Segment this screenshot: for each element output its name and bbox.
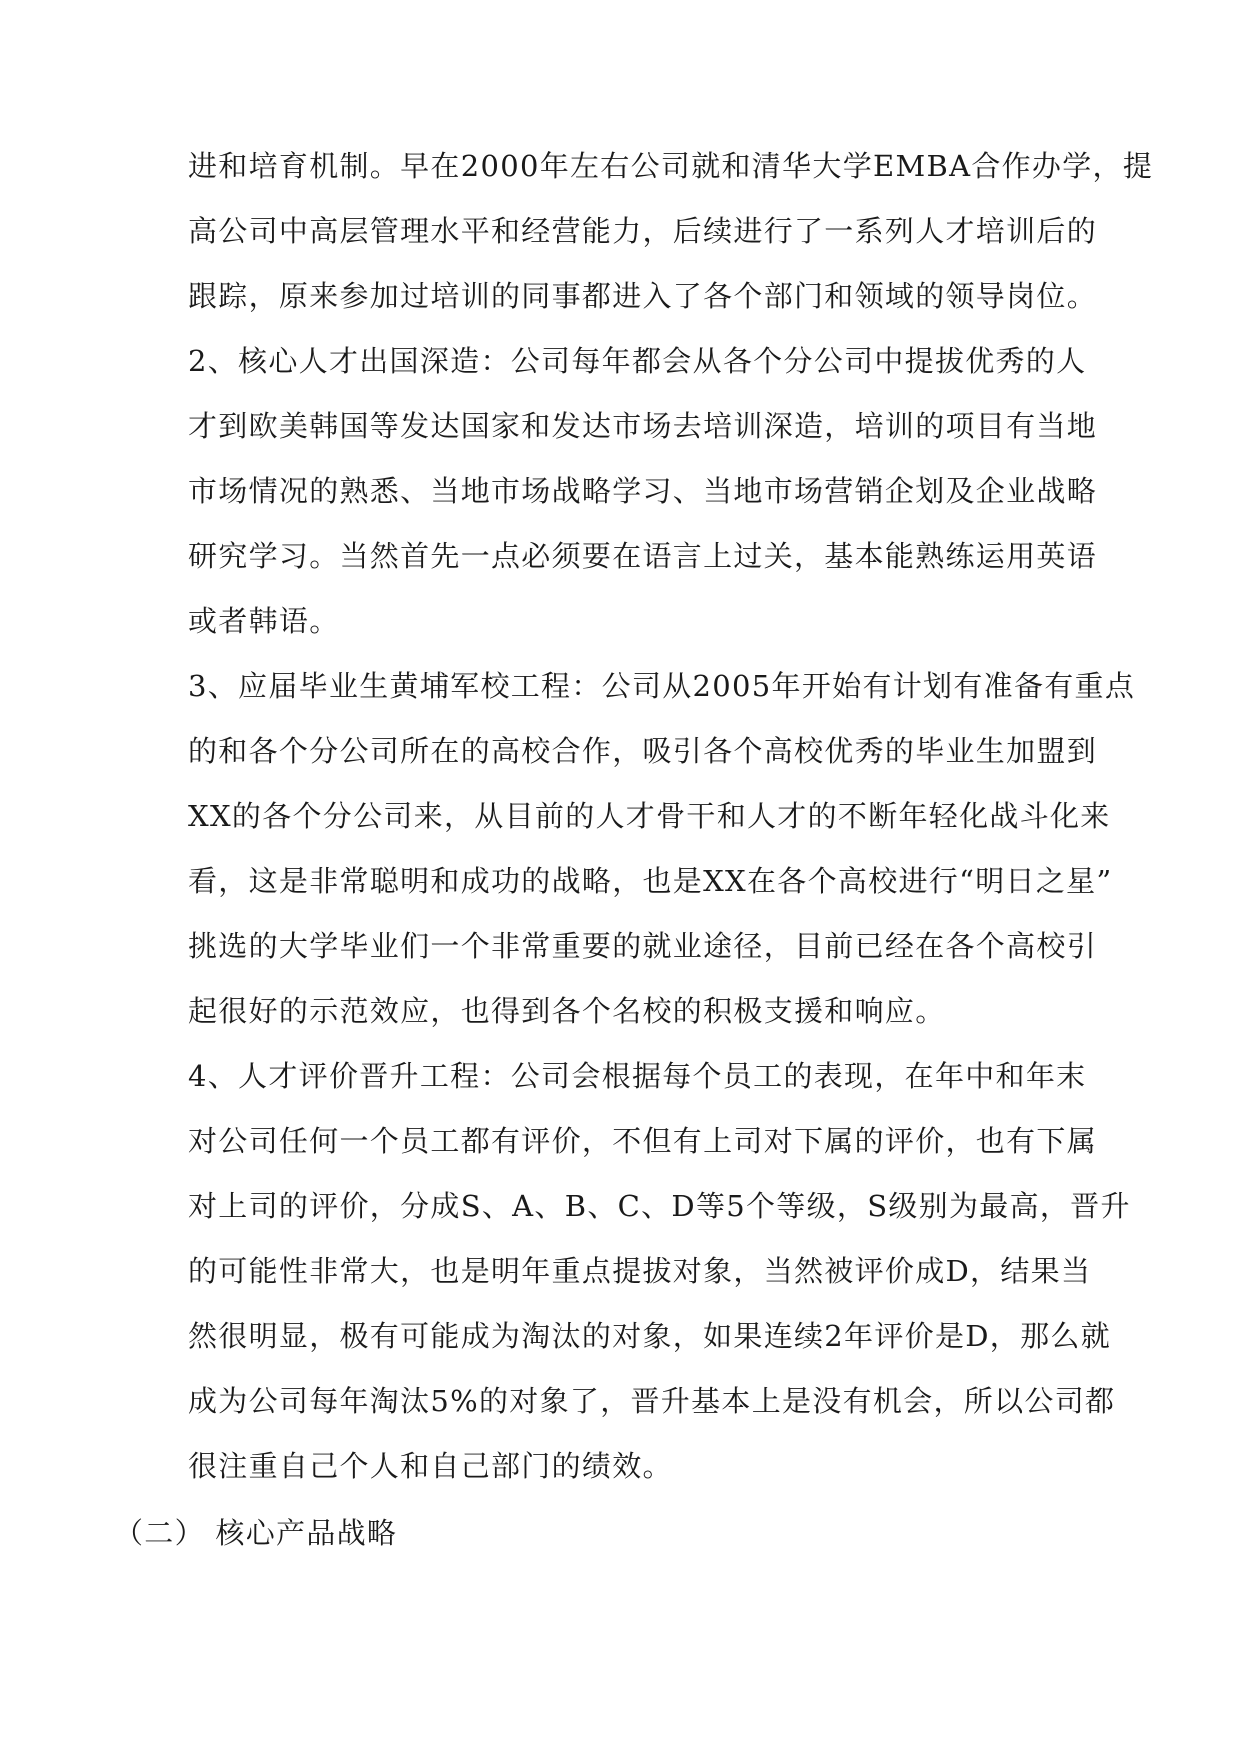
paragraph-line: 4、人才评价晋升工程：公司会根据每个员工的表现，在年中和年末 bbox=[188, 1059, 1087, 1093]
paragraph-line: 研究学习。当然首先一点必须要在语言上过关，基本能熟练运用英语 bbox=[188, 539, 1098, 573]
paragraph-line: 然很明显，极有可能成为淘汰的对象，如果连续2年评价是D，那么就 bbox=[188, 1319, 1112, 1353]
paragraph-line: 跟踪，原来参加过培训的同事都进入了各个部门和领域的领导岗位。 bbox=[188, 279, 1098, 313]
paragraph-line: 很注重自己个人和自己部门的绩效。 bbox=[188, 1449, 673, 1483]
paragraph-line: 市场情况的熟悉、当地市场战略学习、当地市场营销企划及企业战略 bbox=[188, 474, 1098, 508]
paragraph-line: 看，这是非常聪明和成功的战略，也是XX在各个高校进行“明日之星” bbox=[188, 864, 1113, 898]
paragraph-line: 成为公司每年淘汰5%的对象了，晋升基本上是没有机会，所以公司都 bbox=[188, 1384, 1116, 1418]
paragraph-line: 进和培育机制。早在2000年左右公司就和清华大学EMBA合作办学，提 bbox=[188, 149, 1154, 183]
paragraph-line: XX的各个分公司来，从目前的人才骨干和人才的不断年轻化战斗化来 bbox=[188, 799, 1111, 833]
paragraph-line: 挑选的大学毕业们一个非常重要的就业途径，目前已经在各个高校引 bbox=[188, 929, 1098, 963]
paragraph-line: 的和各个分公司所在的高校合作，吸引各个高校优秀的毕业生加盟到 bbox=[188, 734, 1098, 768]
paragraph-line: 对公司任何一个员工都有评价，不但有上司对下属的评价，也有下属 bbox=[188, 1124, 1098, 1158]
paragraph-line: 对上司的评价，分成S、A、B、C、D等5个等级，S级别为最高，晋升 bbox=[188, 1189, 1131, 1223]
paragraph-line: 的可能性非常大，也是明年重点提拔对象，当然被评价成D，结果当 bbox=[188, 1254, 1092, 1288]
paragraph-line: 起很好的示范效应，也得到各个名校的积极支援和响应。 bbox=[188, 994, 946, 1028]
paragraph-line: 2、核心人才出国深造：公司每年都会从各个分公司中提拔优秀的人 bbox=[188, 344, 1087, 378]
paragraph-line: 或者韩语。 bbox=[188, 604, 340, 638]
paragraph-line: 才到欧美韩国等发达国家和发达市场去培训深造，培训的项目有当地 bbox=[188, 409, 1098, 443]
paragraph-line: 3、应届毕业生黄埔军校工程：公司从2005年开始有计划有准备有重点 bbox=[188, 669, 1136, 703]
section-heading: （二） 核心产品战略 bbox=[114, 1516, 398, 1550]
paragraph-line: 高公司中高层管理水平和经营能力，后续进行了一系列人才培训后的 bbox=[188, 214, 1098, 248]
